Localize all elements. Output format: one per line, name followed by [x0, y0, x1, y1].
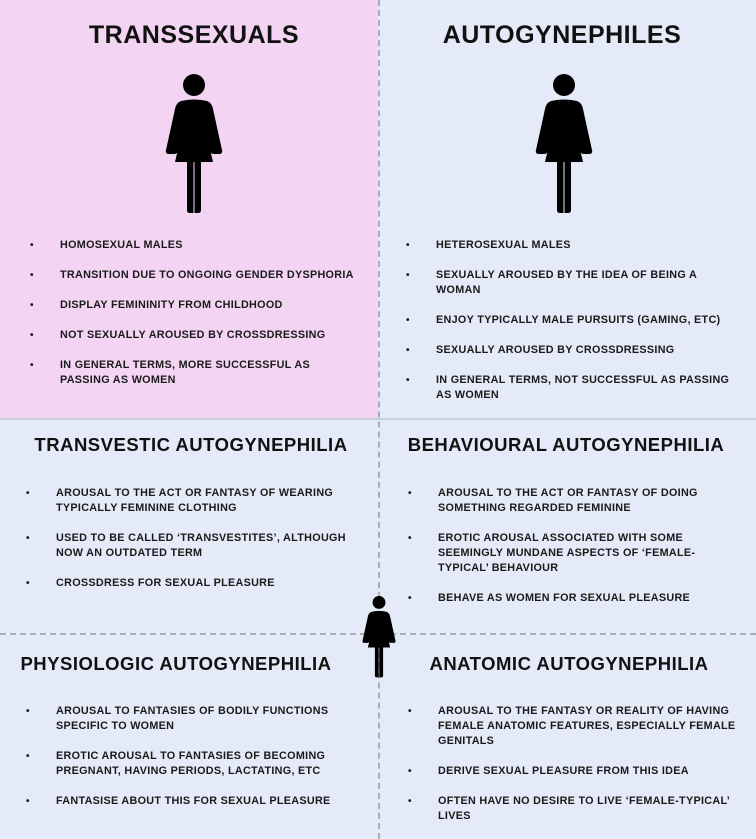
list-item: • TRANSITION DUE TO ONGOING GENDER DYSPHORIA	[60, 268, 360, 283]
list-item: • DISPLAY FEMININITY FROM CHILDHOOD	[60, 298, 360, 313]
list-item: • SEXUALLY AROUSED BY CROSSDRESSING	[436, 343, 736, 358]
list-item: • USED TO BE CALLED ‘TRANSVESTITES’, ALTHOUGH NOW AN OUTDATED TERM	[56, 531, 346, 561]
anatomic-list	[438, 704, 738, 824]
list-item: • AROUSAL TO FANTASIES OF BODILY FUNCTIONS SPECIFIC TO WOMEN	[56, 704, 346, 734]
list-item: • HOMOSEXUAL MALES	[60, 238, 360, 253]
behavioural-list	[438, 486, 738, 606]
autogynephiles-list	[436, 238, 736, 403]
behavioural-title: BEHAVIOURAL AUTOGYNEPHILIA	[407, 434, 725, 455]
list-item: • BEHAVE AS WOMEN FOR SEXUAL PLEASURE	[438, 591, 738, 606]
list-item: • IN GENERAL TERMS, NOT SUCCESSFUL AS PASSING AS WOMEN	[436, 373, 736, 403]
transvestic-title: TRANSVESTIC AUTOGYNEPHILIA	[34, 434, 348, 455]
horizontal-divider-top	[0, 418, 756, 420]
list-item: • HETEROSEXUAL MALES	[436, 238, 736, 253]
list-item: • FANTASISE ABOUT THIS FOR SEXUAL PLEASURE	[56, 794, 346, 809]
list-item: • AROUSAL TO THE ACT OR FANTASY OF DOING SOMETHING REGARDED FEMININE	[438, 486, 738, 516]
female-figure-icon	[533, 74, 595, 214]
list-item: • NOT SEXUALLY AROUSED BY CROSSDRESSING	[60, 328, 360, 343]
list-item: • IN GENERAL TERMS, MORE SUCCESSFUL AS PASSING AS WOMEN	[60, 358, 360, 388]
list-item: • SEXUALLY AROUSED BY THE IDEA OF BEING A WOMAN	[436, 268, 736, 298]
list-item: • ENJOY TYPICALLY MALE PURSUITS (GAMING, ETC)	[436, 313, 736, 328]
list-item: • AROUSAL TO THE ACT OR FANTASY OF WEARING TYPICALLY FEMININE CLOTHING	[56, 486, 346, 516]
list-item: • AROUSAL TO THE FANTASY OR REALITY OF HAVING FEMALE ANATOMIC FEATURES, ESPECIALLY FEMALE GENITALS	[438, 704, 738, 749]
anatomic-title: ANATOMIC AUTOGYNEPHILIA	[429, 653, 709, 674]
list-item: • EROTIC AROUSAL TO FANTASIES OF BECOMING PREGNANT, HAVING PERIODS, LACTATING, ETC	[56, 749, 346, 779]
list-item: • CROSSDRESS FOR SEXUAL PLEASURE	[56, 576, 346, 591]
transsexuals-title: TRANSSEXUALS	[88, 21, 300, 49]
list-item: • OFTEN HAVE NO DESIRE TO LIVE ‘FEMALE-TYPICAL’ LIVES	[438, 794, 738, 824]
female-figure-icon	[163, 74, 225, 214]
autogynephiles-title: AUTOGYNEPHILES	[442, 21, 682, 49]
physiologic-title: PHYSIOLOGIC AUTOGYNEPHILIA	[20, 653, 332, 674]
transsexuals-list	[60, 238, 360, 388]
transvestic-list	[56, 486, 346, 591]
list-item: • DERIVE SEXUAL PLEASURE FROM THIS IDEA	[438, 764, 738, 779]
list-item: • EROTIC AROUSAL ASSOCIATED WITH SOME SEEMINGLY MUNDANE ASPECTS OF ‘FEMALE-TYPICAL’ BEHAVIOUR	[438, 531, 738, 576]
physiologic-list	[56, 704, 346, 809]
